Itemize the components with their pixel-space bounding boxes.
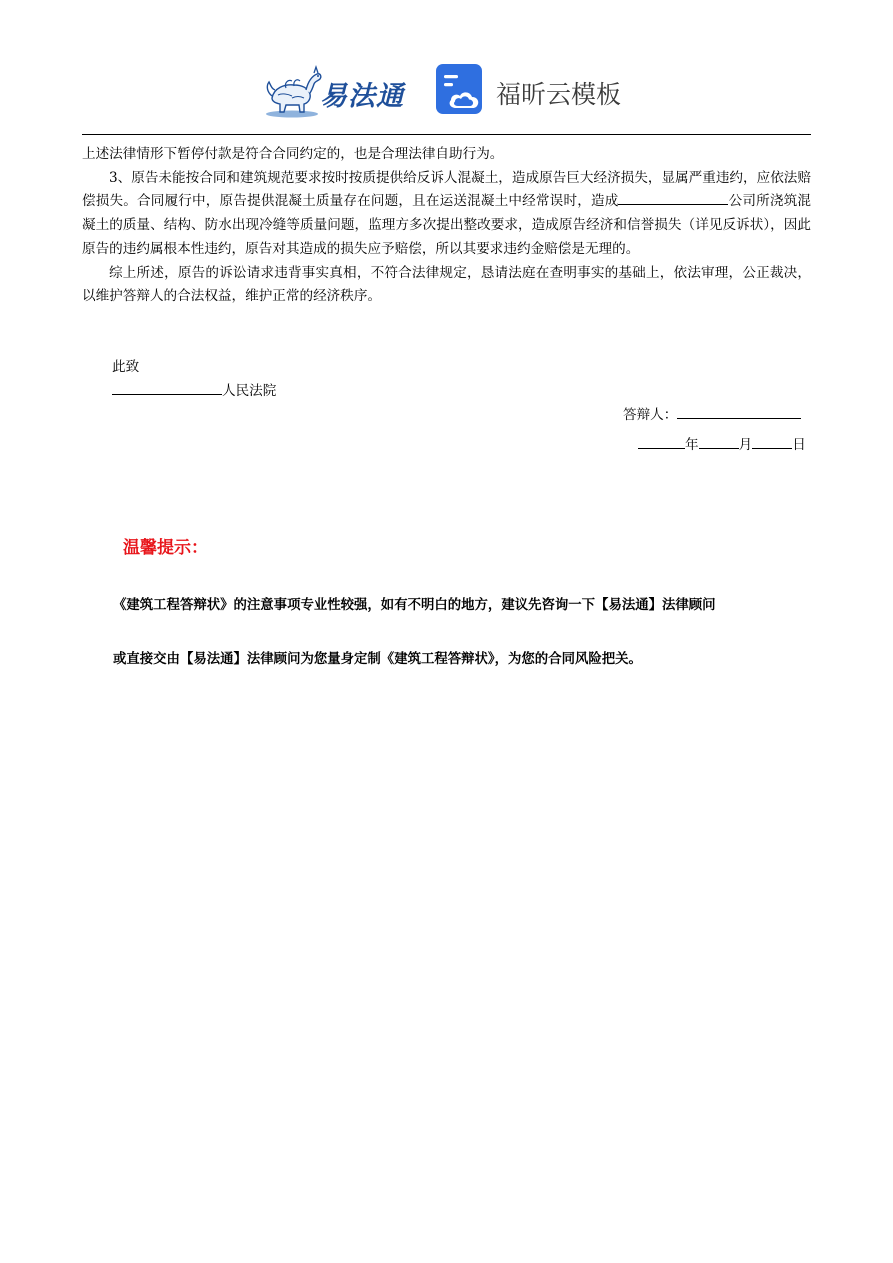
tip-line-2: 或直接交由【易法通】法律顾问为您量身定制《建筑工程答辩状》，为您的合同风险把关。 [113,651,642,667]
respondent-signature-blank [677,404,801,419]
document-body [82,143,811,309]
fuxin-brand-text: 福昕云模板 [496,80,622,109]
day-blank [752,434,792,449]
month-label: 月 [738,437,753,453]
year-label: 年 [685,437,699,453]
court-name-blank [112,380,222,395]
body-paragraph-3 [82,167,811,262]
company-name-blank [618,190,728,205]
summary-paragraph: 综上所述，原告的诉讼请求违背事实真相，不符合法律规定，恳请法庭在查明事实的基础上，依法审理，公正裁决，以维护答辩人的合法权益，维护正常的经济秩序。 [82,264,811,305]
header-divider [82,134,811,135]
qilin-mascot-icon [262,62,324,118]
fuxin-logo [436,64,636,116]
month-blank [699,434,739,449]
court-suffix: 人民法院 [222,383,277,399]
salutation: 此致 [112,359,140,375]
paragraph-3-continued: 公司所浇筑混凝土的质量、结构、防水出现冷缝等质量问题，监理方多次提出整改要求，造成原告经济和信誉损失（详见反诉状），因此原告的违约属根本性违约，原告对其造成的损失应予赔偿，所以其要求违约金赔偿是无理的。 [82,193,812,257]
court-line [112,379,276,399]
cloud-document-icon [436,64,486,116]
yifatong-brand-text: 易法通 [320,81,404,112]
body-line: 上述法律情形下暂停付款是符合合同约定的，也是合理法律自助行为。 [82,146,504,162]
tip-line-1: 《建筑工程答辩状》的注意事项专业性较强，如有不明白的地方，建议先咨询一下【易法通】法律顾问 [113,597,716,613]
yifatong-logo [262,62,412,118]
day-label: 日 [792,437,806,453]
paragraph-3-text: 3、原告未能按合同和建筑规范要求按时按质提供给反诉人混凝土，造成原告巨大经济损失，显属严重违约，应依法赔偿损失。合同履行中，原告提供混凝土质量存在问题，且在运送混凝土中经常误时，造成 [82,169,811,210]
page-header [0,58,893,128]
date-line [638,433,806,453]
year-blank [638,434,685,449]
respondent-label: 答辩人： [623,407,678,423]
tip-title: 温馨提示： [123,538,208,558]
respondent-line [623,403,801,423]
